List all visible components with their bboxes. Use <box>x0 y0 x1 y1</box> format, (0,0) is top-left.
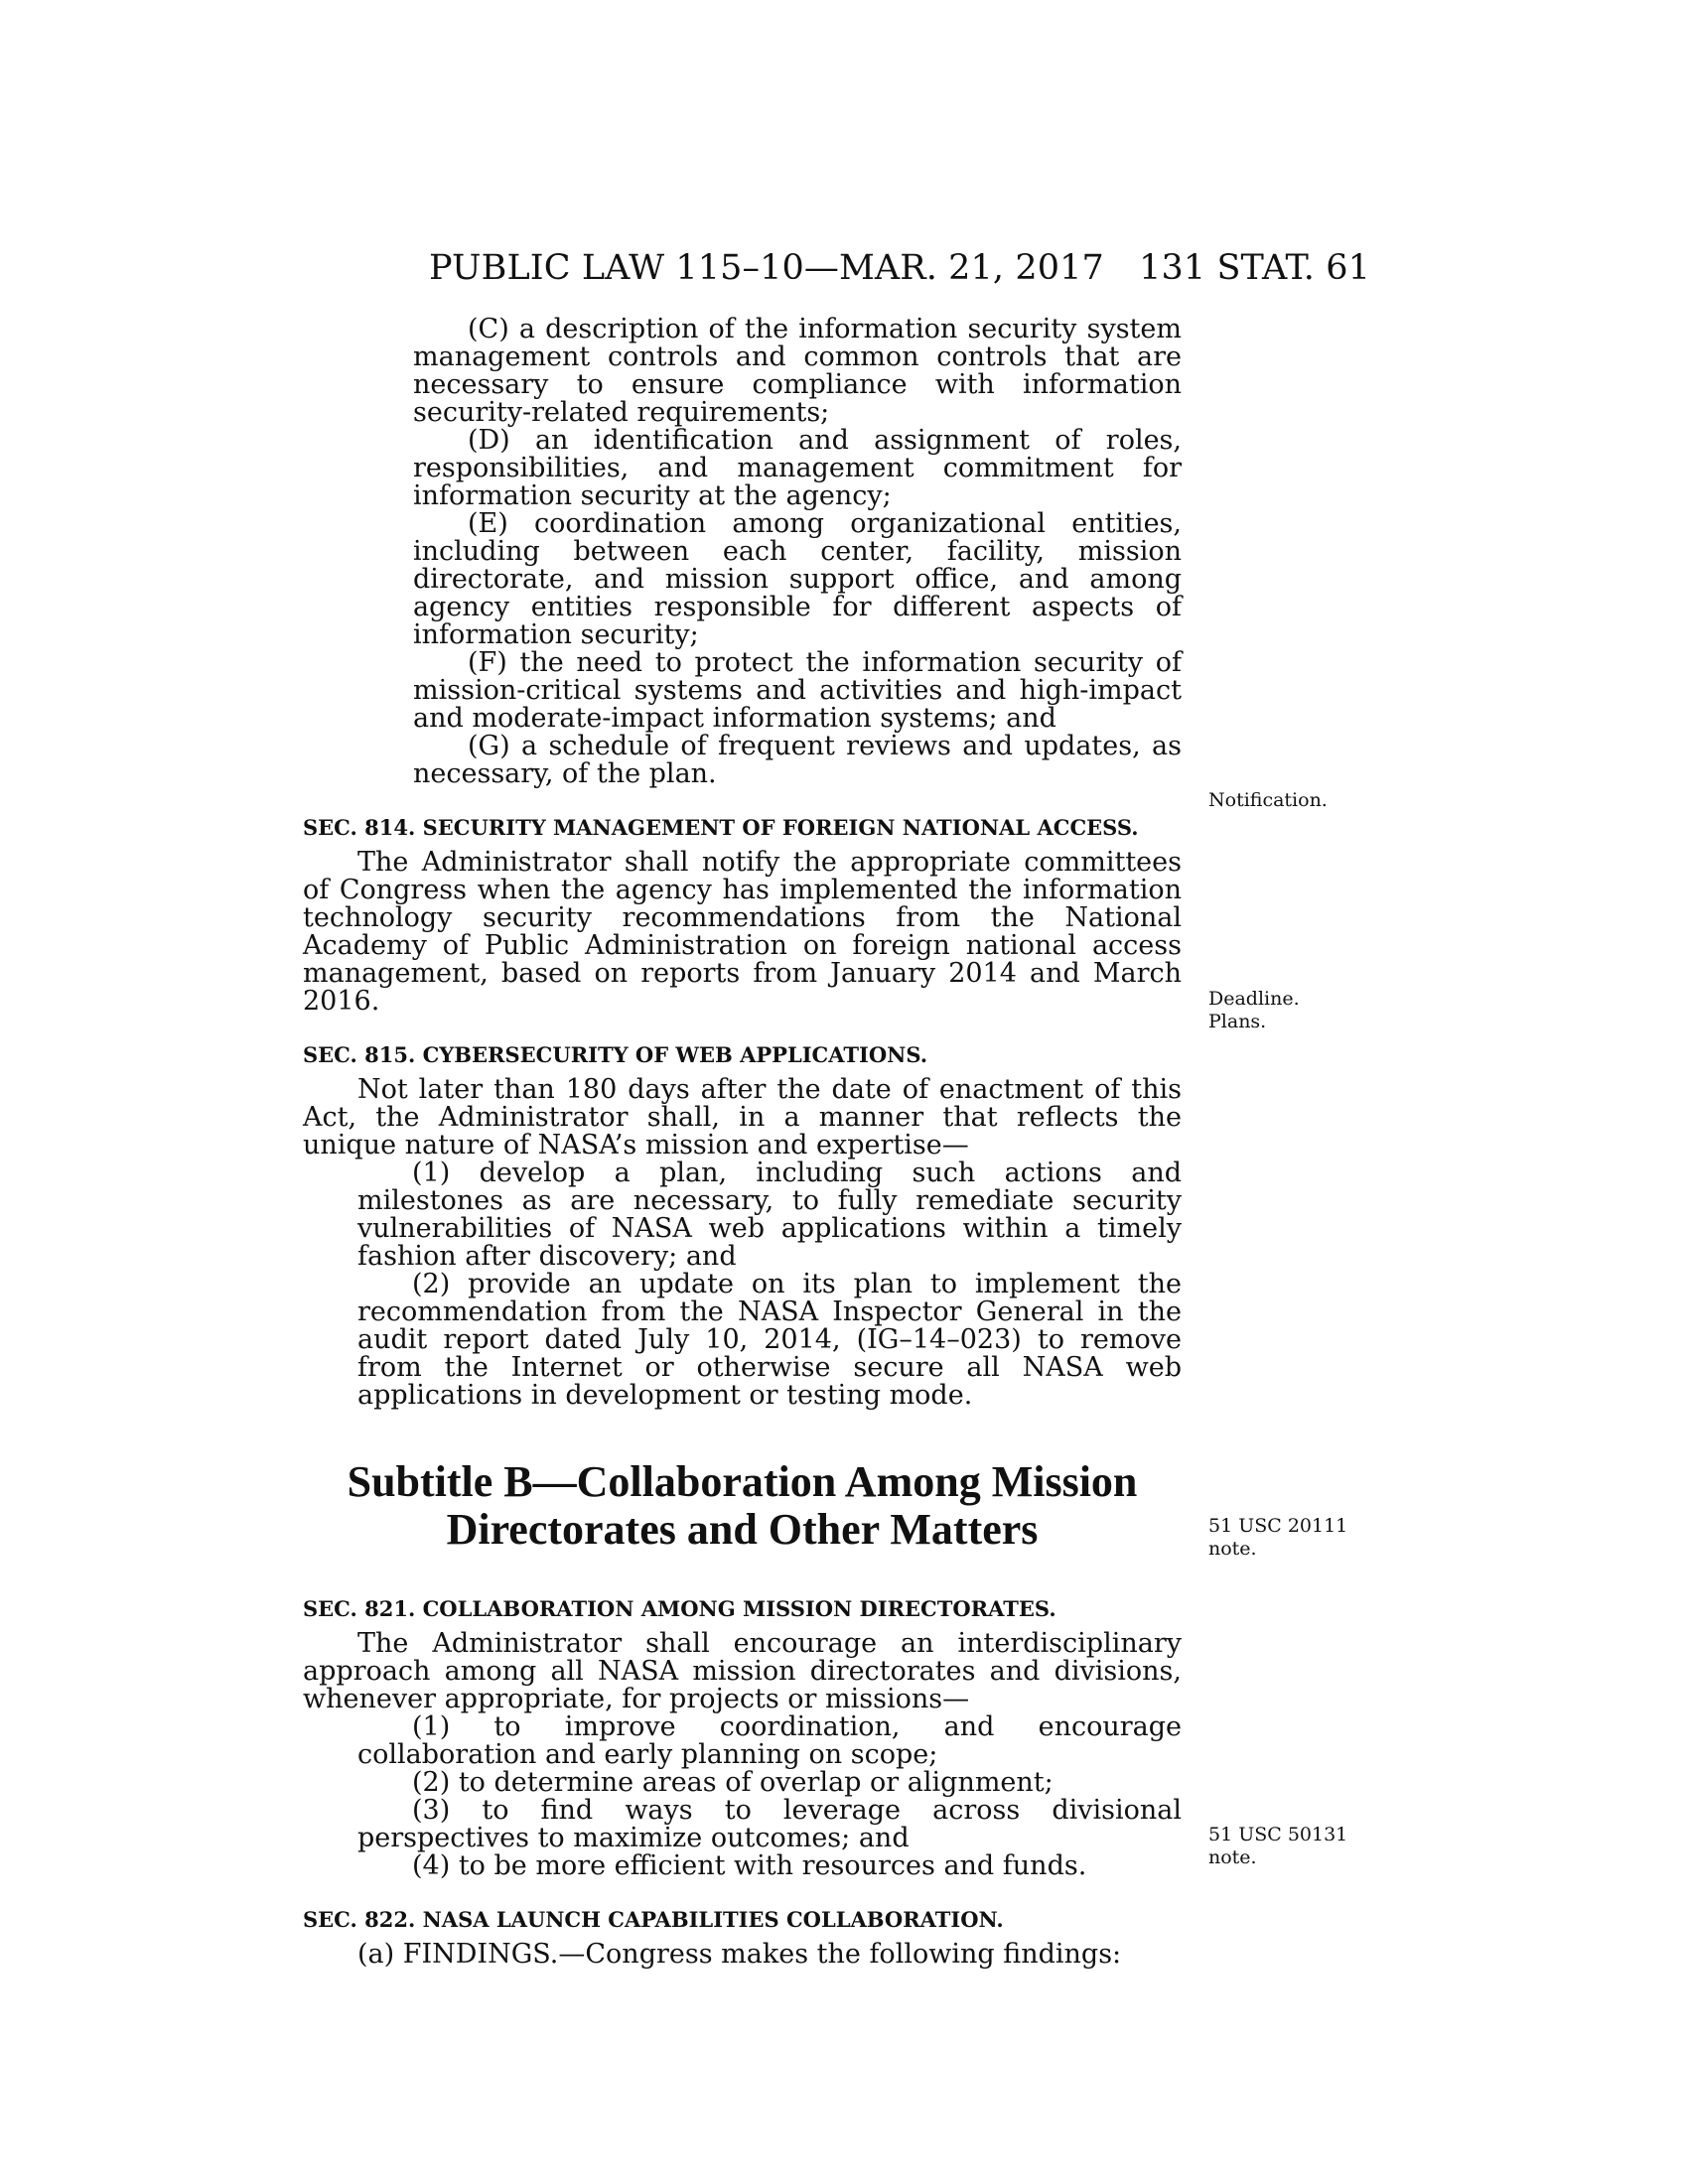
margin-note-line: Plans. <box>1208 1011 1267 1032</box>
statute-body <box>303 316 1182 1969</box>
section-822 <box>303 1907 1182 1969</box>
margin-note-line: 51 USC 20111 <box>1208 1515 1348 1537</box>
plan-item-g: (G) a schedule of frequent reviews and updates, as necessary, of the plan. <box>413 731 1182 789</box>
margin-note-line: note. <box>1208 1538 1257 1560</box>
margin-note-line: 51 USC 50131 <box>1208 1824 1348 1845</box>
margin-note-51-usc-50131 <box>1208 1824 1367 1869</box>
section-text: (a) FINDINGS.—Congress makes the following findings: <box>357 1939 1122 1970</box>
plan-item-f: (F) the need to protect the information security of mission-critical systems and activities and high-impact and moderate-impact information systems; and <box>413 647 1182 734</box>
section-815 <box>303 1042 1182 1410</box>
section-text: Not later than 180 days after the date of enactment of this Act, the Administrator shall, in a manner that reflects the unique nature of NASA’s mission and expertise— <box>303 1074 1182 1160</box>
section-heading: SEC. 821. COLLABORATION AMONG MISSION DIRECTORATES. <box>303 1596 1056 1621</box>
list-item: (1) develop a plan, including such actions and milestones as are necessary, to fully remediate security vulnerabilities of NASA web applications within a timely fashion after discovery; and <box>357 1158 1182 1272</box>
subtitle-line-1: Subtitle B—Collaboration Among Mission <box>347 1457 1138 1506</box>
list-item: (2) to determine areas of overlap or alignment; <box>412 1767 1054 1798</box>
section-heading: SEC. 814. SECURITY MANAGEMENT OF FOREIGN NATIONAL ACCESS. <box>303 815 1139 840</box>
list-item: (1) to improve coordination, and encourage collaboration and early planning on scope; <box>357 1711 1182 1770</box>
section-814 <box>303 815 1182 1016</box>
information-security-plan-items <box>413 316 1182 788</box>
statute-page-reference: 131 STAT. 61 <box>1139 248 1370 288</box>
subtitle-b <box>303 1458 1182 1554</box>
margin-note-line: note. <box>1208 1846 1257 1868</box>
plan-item-c: (C) a description of the information security system management controls and common controls that are necessary to ensure compliance with information security-related requirements; <box>413 314 1182 428</box>
margin-note-51-usc-20111 <box>1208 1515 1367 1561</box>
list-item: (2) provide an update on its plan to implement the recommendation from the NASA Inspector General in the audit report dated July 10, 2014, (IG–14–023) to remove from the Internet or otherwise secure all NASA web applications in development or testing mode. <box>357 1269 1182 1411</box>
plan-item-e: (E) coordination among organizational entities, including between each center, facility, mission directorate, and mission support office, and among agency entities responsible for different aspects of information security; <box>413 508 1182 650</box>
margin-note-line: Notification. <box>1208 789 1328 811</box>
subtitle-heading <box>303 1458 1182 1554</box>
page-header <box>303 244 1370 292</box>
public-law-title: PUBLIC LAW 115–10—MAR. 21, 2017 <box>429 248 1104 288</box>
section-821 <box>303 1596 1182 1880</box>
margin-note-deadline-plans <box>1208 988 1367 1033</box>
section-text: The Administrator shall encourage an interdisciplinary approach among all NASA mission directorates and divisions, whenever appropriate, for projects or missions— <box>303 1628 1182 1714</box>
section-heading: SEC. 815. CYBERSECURITY OF WEB APPLICATIONS. <box>303 1042 928 1067</box>
list-item: (4) to be more efficient with resources and funds. <box>412 1850 1087 1881</box>
margin-note-line: Deadline. <box>1208 988 1300 1010</box>
list-item: (3) to find ways to leverage across divisional perspectives to maximize outcomes; and <box>357 1795 1182 1853</box>
subtitle-line-2: Directorates and Other Matters <box>446 1505 1039 1554</box>
plan-item-d: (D) an identification and assignment of roles, responsibilities, and management commitment for information security at the agency; <box>413 425 1182 511</box>
margin-note-notification <box>1208 789 1367 812</box>
section-heading: SEC. 822. NASA LAUNCH CAPABILITIES COLLABORATION. <box>303 1907 1004 1932</box>
section-text: The Administrator shall notify the appropriate committees of Congress when the agency has implemented the information technology security recommendations from the National Academy of Public Administration on foreign national access management, based on reports from January 2014 and March 2016. <box>303 847 1182 1017</box>
